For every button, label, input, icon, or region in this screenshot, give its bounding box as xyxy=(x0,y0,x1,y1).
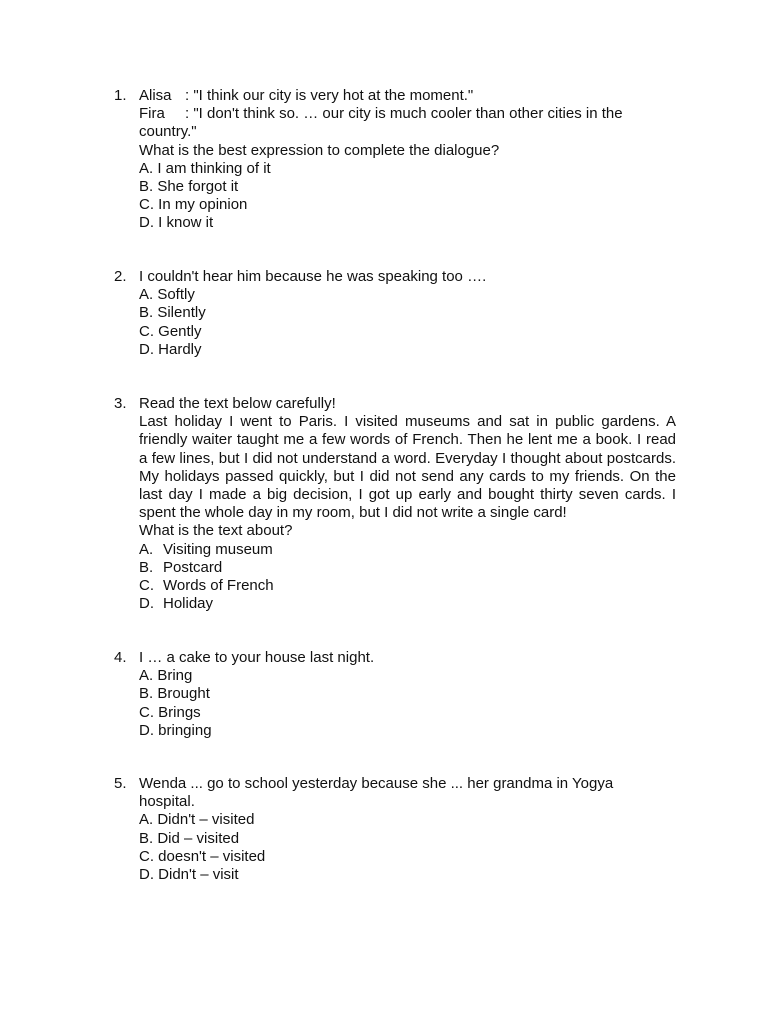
option-b: B. Silently xyxy=(139,304,206,322)
option-d xyxy=(139,595,676,613)
question-5 xyxy=(114,775,676,884)
option-text: Words of French xyxy=(163,577,274,595)
option-letter: B. xyxy=(139,558,154,576)
option-c: C. In my opinion xyxy=(139,196,248,214)
instruction: Read the text below carefully! xyxy=(139,395,336,412)
question-number: 2. xyxy=(114,268,127,285)
option-a: A. I am thinking of it xyxy=(139,159,271,177)
option-d: D. Hardly xyxy=(139,340,202,358)
option-d: D. Didn't – visit xyxy=(139,866,239,884)
question-number: 4. xyxy=(114,649,127,666)
question-number: 3. xyxy=(114,395,127,412)
option-letter: A. xyxy=(139,540,154,558)
question-4 xyxy=(114,649,676,740)
question-prompt: I couldn't hear him because he was speaking too …. xyxy=(139,268,487,285)
option-b: B. Did – visited xyxy=(139,829,240,847)
option-text: Holiday xyxy=(163,595,214,613)
option-a: A. Didn't – visited xyxy=(139,811,255,829)
option-text: Visiting museum xyxy=(163,540,273,558)
option-a xyxy=(139,541,676,559)
option-d: D. bringing xyxy=(139,721,212,739)
question-2 xyxy=(114,268,676,359)
option-d: D. I know it xyxy=(139,214,214,232)
option-text: Postcard xyxy=(163,558,223,576)
question-prompt: What is the best expression to complete the dialogue? xyxy=(139,141,500,159)
question-number: 1. xyxy=(114,87,127,104)
option-b: B. She forgot it xyxy=(139,178,239,196)
option-c: C. doesn't – visited xyxy=(139,847,266,865)
dialogue-line-1 xyxy=(139,87,676,105)
dialogue-text: : "I think our city is very hot at the moment." xyxy=(185,87,474,104)
speaker-name: Alisa xyxy=(139,87,172,104)
option-c: C. Brings xyxy=(139,703,201,721)
option-b xyxy=(139,559,676,577)
question-prompt: I … a cake to your house last night. xyxy=(139,649,375,666)
dialogue-text: : "I don't think so. … our city is much cooler than other cities in the country." xyxy=(139,105,623,141)
question-number: 5. xyxy=(114,775,127,792)
option-c: C. Gently xyxy=(139,322,202,340)
question-1 xyxy=(114,87,676,233)
option-letter: C. xyxy=(139,577,154,595)
option-a: A. Softly xyxy=(139,286,195,304)
option-c xyxy=(139,577,676,595)
option-letter: D. xyxy=(139,595,154,613)
dialogue-line-2 xyxy=(139,105,676,141)
option-b: B. Brought xyxy=(139,685,210,703)
speaker-name: Fira xyxy=(139,105,165,123)
option-a: A. Bring xyxy=(139,667,193,685)
question-prompt: What is the text about? xyxy=(139,522,293,540)
question-prompt: Wenda ... go to school yesterday because she ... her grandma in Yogya hospital. xyxy=(139,775,614,811)
reading-passage: Last holiday I went to Paris. I visited museums and sat in public gardens. A friendly waiter taught me a few words of French. Then he lent me a book. I read a few lines, but I did not understand a word. Everyday I thought about postcards. My holidays passed quickly, but I did not send any cards to my friends. On the last day I made a big decision, I got up early and bought thirty seven cards. I spent the whole day in my room, but I did not write a single card! xyxy=(139,413,676,522)
question-3 xyxy=(114,395,676,613)
